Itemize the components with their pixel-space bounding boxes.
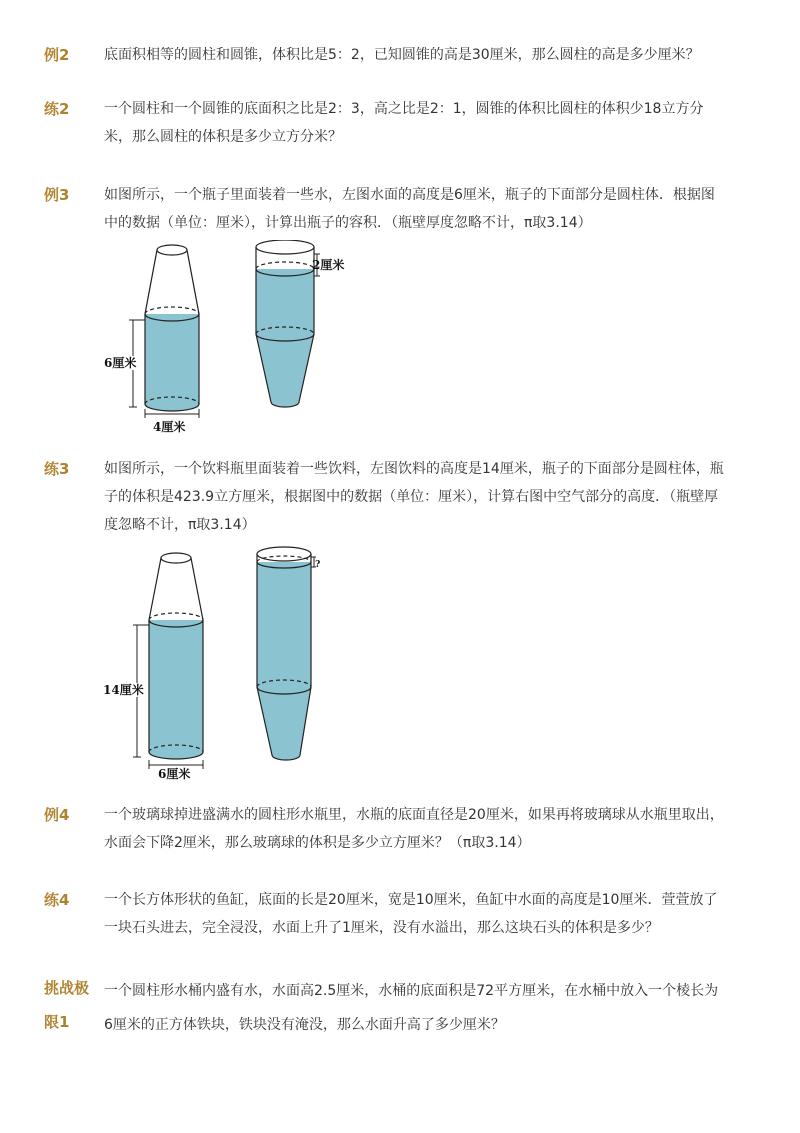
width-label: 4厘米 <box>153 420 186 434</box>
problem-text-challenge1: 一个圆柱形水桶内盛有水，水面高2.5厘米，水桶的底面积是72平方厘米，在水桶中放入一个棱长为6厘米的正方体铁块，铁块没有淹没，那么水面升高了多少厘米？ <box>104 983 719 1033</box>
problem-text-ex3: 如图所示，一个瓶子里面装着一些水，左图水面的高度是6厘米，瓶子的下面部分是圆柱体．根据图中的数据（单位：厘米），计算出瓶子的容积．（瓶壁厚度忽略不计，π取3.14） <box>104 187 715 231</box>
problem-label-ex4: 例4 <box>44 806 70 824</box>
bottle-figure-2 <box>95 540 395 785</box>
height-label: 6厘米 <box>104 356 137 370</box>
gap-label: ? <box>315 560 321 570</box>
problem-text-pr3: 如图所示，一个饮料瓶里面装着一些饮料，左图饮料的高度是14厘米，瓶子的下面部分是圆柱体，瓶子的体积是423.9立方厘米，根据图中的数据（单位：厘米），计算右图中空气部分的高度．（瓶壁厚度忽略不计，π取3.14） <box>104 461 724 533</box>
bottle-left <box>100 553 203 781</box>
gap-label: 2厘米 <box>312 258 345 272</box>
problem-label-pr3: 练3 <box>44 460 70 478</box>
bottle-right <box>257 547 320 760</box>
bottle-right <box>256 240 344 407</box>
height-label: 14厘米 <box>103 683 144 697</box>
bottle-figure-1 <box>95 240 395 440</box>
challenge-label-line1: 挑战极 <box>44 979 90 997</box>
problem-label-ex2: 例2 <box>44 46 70 64</box>
problem-label-challenge1 <box>44 971 100 1039</box>
problem-text-ex4: 一个玻璃球掉进盛满水的圆柱形水瓶里，水瓶的底面直径是20厘米，如果再将玻璃球从水瓶里取出，水面会下降2厘米，那么玻璃球的体积是多少立方厘米？（π取3.14） <box>104 807 724 851</box>
problem-label-pr2: 练2 <box>44 100 70 118</box>
challenge-label-line2: 限1 <box>44 1013 70 1031</box>
width-label: 6厘米 <box>158 767 191 781</box>
problem-text-pr2: 一个圆柱和一个圆锥的底面积之比是2：3，高之比是2：1，圆锥的体积比圆柱的体积少18立方分米，那么圆柱的体积是多少立方分米？ <box>104 101 704 145</box>
problem-label-ex3: 例3 <box>44 186 70 204</box>
problem-text-ex2: 底面积相等的圆柱和圆锥，体积比是5：2，已知圆锥的高是30厘米，那么圆柱的高是多少厘米？ <box>104 47 700 63</box>
bottle-left <box>100 245 199 434</box>
problem-label-pr4: 练4 <box>44 891 70 909</box>
problem-text-pr4: 一个长方体形状的鱼缸，底面的长是20厘米，宽是10厘米，鱼缸中水面的高度是10厘米．萱萱放了一块石头进去，完全浸没，水面上升了1厘米，没有水溢出，那么这块石头的体积是多少？ <box>104 892 718 936</box>
